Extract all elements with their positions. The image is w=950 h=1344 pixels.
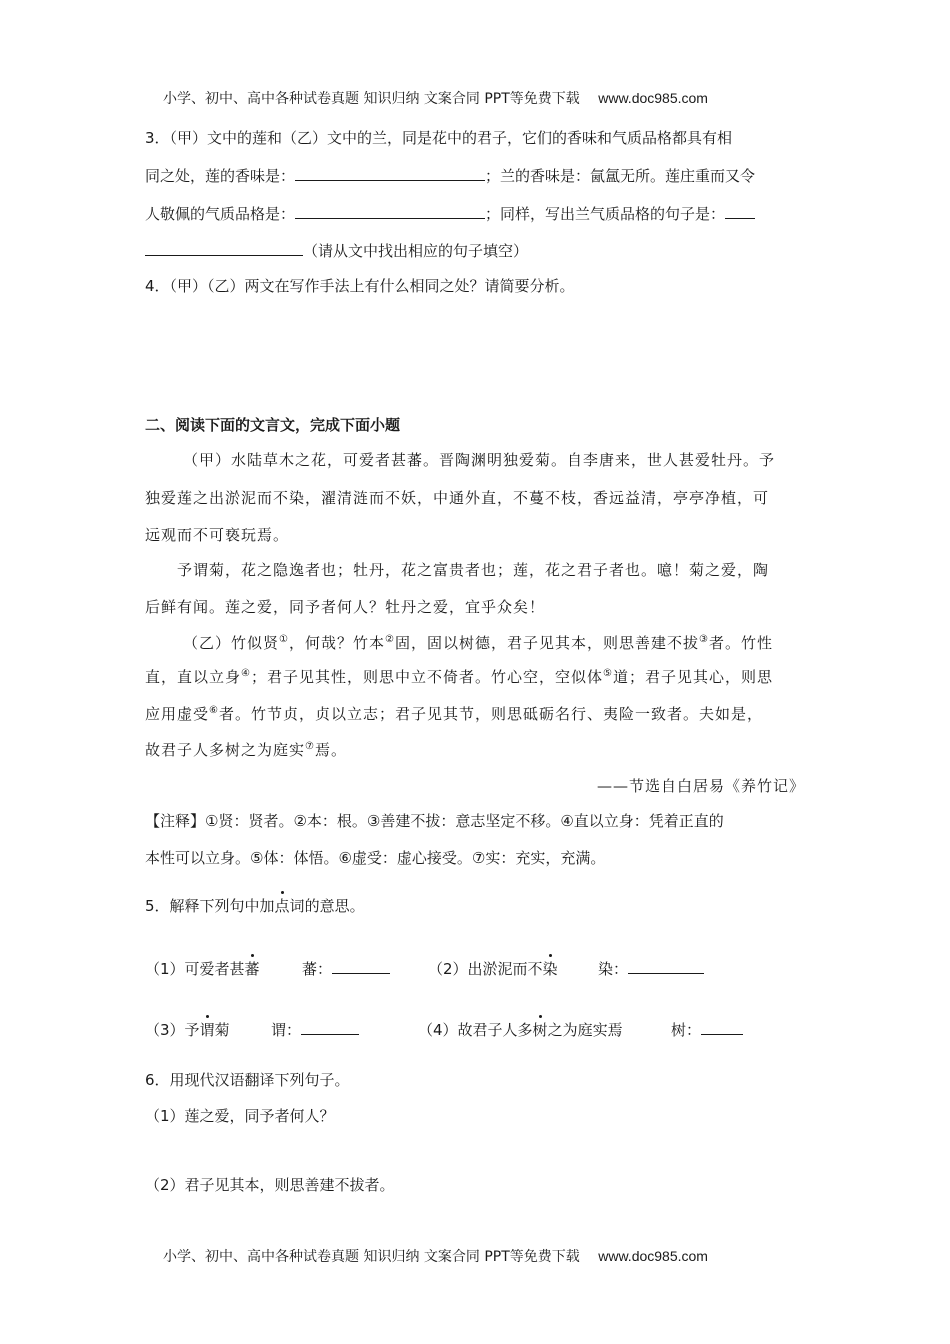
q5-item-2-answer — [598, 958, 704, 979]
q5-item-3 — [145, 1019, 230, 1040]
yi-line-1-d: 者。竹性 — [708, 634, 773, 652]
footnote-2: ② — [385, 634, 395, 645]
q3-line-1: 3．（甲）文中的莲和（乙）文中的兰，同是花中的君子，它们的香味和气质品格都具有相 — [145, 129, 733, 147]
q5-title-a: 5．解释下列句中 — [145, 897, 260, 915]
jia-p1-line-2: 独爱莲之出淤泥而不染，濯清涟而不妖，中通外直，不蔓不枝，香远益清，亭亭净植，可 — [145, 489, 770, 507]
footer-text: 小学、初中、高中各种试卷真题 知识归纳 文案合同 PPT等免费下载 — [163, 1249, 580, 1265]
q5-item-3-answer — [271, 1019, 359, 1040]
q3-line-3-b: ；同样，写出兰气质品格的句子是： — [485, 205, 726, 223]
yi-line-3 — [145, 703, 763, 724]
q5-title-dotted: 加点词 — [259, 897, 305, 915]
q5-item-4-text-a: （4）故君子人多 — [418, 1021, 533, 1039]
q3-line-4-text: （请从文中找出相应的句子填空） — [303, 242, 529, 260]
jia-p2-line-1: 予谓菊，花之隐逸者也；牡丹，花之富贵者也；莲，花之君子者也。噫！菊之爱，陶 — [177, 561, 770, 579]
q5-item-4-label: 树： — [671, 1021, 702, 1039]
q3-blank-orchid-a[interactable] — [725, 204, 755, 219]
yi-line-1 — [183, 632, 773, 653]
yi-line-4-b: 焉。 — [314, 741, 347, 759]
q5-item-4-dotted: 树 — [532, 1021, 548, 1039]
q5-title-b: 的意思。 — [304, 897, 365, 915]
footer-site-link[interactable]: www.doc985.com — [598, 1248, 708, 1264]
yi-line-4 — [145, 739, 347, 760]
jia-p2-line-2: 后鲜有闻。莲之爱，同予者何人？牡丹之爱，宜乎众矣！ — [145, 598, 546, 616]
yi-line-2 — [145, 666, 773, 687]
q3-blank-orchid-b[interactable] — [145, 241, 303, 256]
q5-item-2-dotted: 染 — [542, 960, 558, 978]
footnote-1: ① — [279, 634, 289, 645]
yi-line-3-b: 者。竹节贞，贞以立志；君子见其节，则思砥砺名行、夷险一致者。夫如是， — [218, 705, 763, 723]
q5-item-4-text-b: 之为庭实焉 — [547, 1021, 623, 1039]
q3-line-4 — [145, 240, 528, 261]
q5-blank-4[interactable] — [701, 1020, 743, 1035]
question-4: 4．（甲）（乙）两文在写作手法上有什么相同之处？请简要分析。 — [145, 277, 575, 295]
passage-source: ——节选自白居易《养竹记》 — [596, 777, 805, 795]
yi-line-2-c: 道；君子见其心，则思 — [612, 668, 773, 686]
q5-item-3-text-a: （3）予 — [145, 1021, 200, 1039]
q5-title — [145, 895, 365, 916]
note-line-2: 本性可以立身。⑤体：体悟。⑥虚受：虚心接受。⑦实：充实，充满。 — [145, 849, 606, 867]
yi-line-1-c: 固，固以树德，君子见其本，则思善建不拔 — [394, 634, 699, 652]
q3-line-2-a: 同之处，莲的香味是： — [145, 167, 296, 185]
page-header — [163, 88, 863, 108]
q3-line-2 — [145, 165, 755, 186]
footnote-6: ⑥ — [209, 705, 219, 716]
header-site-link[interactable]: www.doc985.com — [598, 90, 708, 106]
q5-item-2 — [428, 958, 558, 979]
q5-item-1-dotted: 蕃 — [244, 960, 260, 978]
q3-line-3 — [145, 203, 755, 224]
footnote-3: ③ — [698, 634, 709, 645]
yi-line-3-a: 应用虚受 — [145, 705, 210, 723]
yi-line-4-a: 故君子人多树之为庭实 — [145, 741, 306, 759]
yi-line-2-b: ；君子见其性，则思中立不倚者。竹心空，空似体 — [250, 668, 603, 686]
q5-item-1-text: （1）可爱者甚 — [145, 960, 245, 978]
footnote-4: ④ — [241, 668, 251, 679]
q5-blank-2[interactable] — [628, 959, 704, 974]
q3-blank-lotus-scent[interactable] — [295, 166, 485, 181]
yi-line-1-a: （乙）竹似贤 — [183, 634, 280, 652]
q6-sentence-1: （1）莲之爱，同予者何人？ — [145, 1107, 335, 1125]
q5-item-2-label: 染： — [598, 960, 629, 978]
q6-title: 6．用现代汉语翻译下列句子。 — [145, 1071, 350, 1089]
q5-item-4 — [418, 1019, 623, 1040]
q3-line-3-a: 人敬佩的气质品格是： — [145, 205, 296, 223]
jia-p1-line-1: （甲）水陆草木之花，可爱者甚蕃。晋陶渊明独爱菊。自李唐来，世人甚爱牡丹。予 — [183, 451, 776, 469]
q3-blank-lotus-character[interactable] — [295, 204, 485, 219]
q5-item-4-answer — [671, 1019, 743, 1040]
q5-item-3-dotted: 谓 — [199, 1021, 215, 1039]
yi-line-1-b: ，何哉？竹本 — [288, 634, 385, 652]
section-2-title: 二、阅读下面的文言文，完成下面小题 — [145, 416, 401, 434]
header-text: 小学、初中、高中各种试卷真题 知识归纳 文案合同 PPT等免费下载 — [163, 91, 580, 107]
footnote-7: ⑦ — [305, 741, 315, 752]
footnote-5: ⑤ — [603, 668, 613, 679]
q3-line-2-b: ；兰的香味是：氤氲无所。莲庄重而又令 — [485, 167, 756, 185]
q5-item-3-label: 谓： — [271, 1021, 302, 1039]
note-line-1: 【注释】①贤：贤者。②本：根。③善建不拔：意志坚定不移。④直以立身：凭着正直的 — [145, 812, 724, 830]
yi-line-2-a: 直，直以立身 — [145, 668, 242, 686]
q6-sentence-2: （2）君子见其本，则思善建不拔者。 — [145, 1176, 395, 1194]
q5-blank-3[interactable] — [301, 1020, 359, 1035]
q5-item-1 — [145, 958, 260, 979]
q5-item-2-text: （2）出淤泥而不 — [428, 960, 543, 978]
jia-p1-line-3: 远观而不可亵玩焉。 — [145, 526, 290, 544]
q5-blank-1[interactable] — [332, 959, 390, 974]
page-footer — [163, 1246, 863, 1266]
q5-item-1-label: 蕃： — [302, 960, 333, 978]
q5-item-3-text-b: 菊 — [214, 1021, 230, 1039]
q5-item-1-answer — [302, 958, 390, 979]
